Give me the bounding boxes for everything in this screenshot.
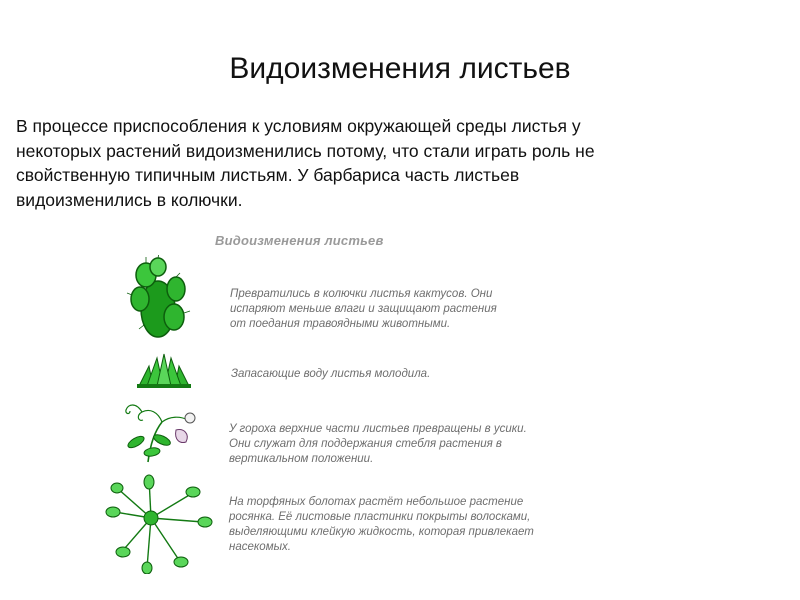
caption-succulent [231, 367, 430, 382]
cactus-icon [126, 255, 192, 341]
caption-line: испаряют меньше влаги и защищают растения [230, 303, 497, 315]
sundew-icon [103, 474, 215, 574]
intro-line: некоторых растений видоизменились потому, что стали играть роль не [16, 140, 595, 161]
caption-line: Они служат для поддержания стебля растения в [229, 438, 502, 450]
caption-line: У гороха верхние части листьев превращены в усики. [229, 423, 527, 435]
caption-line: Превратились в колючки листья кактусов. Они [230, 288, 493, 300]
caption-sundew [229, 495, 534, 555]
pea-tendril-icon [118, 398, 198, 464]
caption-cactus [230, 287, 497, 332]
caption-line: Запасающие воду листья молодила. [231, 368, 431, 380]
intro-paragraph [16, 114, 706, 212]
slide-title: Видоизменения листьев [229, 52, 571, 85]
panel-heading: Видоизменения листьев [215, 233, 384, 248]
caption-pea [229, 422, 527, 467]
caption-line: вертикальном положении. [229, 453, 374, 465]
caption-line: насекомых. [229, 541, 291, 553]
succulent-rosette-icon [135, 352, 193, 390]
caption-line: выделяющими клейкую жидкость, которая привлекает [229, 526, 534, 538]
caption-line: от поедания травоядными животными. [230, 318, 451, 330]
caption-line: росянка. Её листовые пластинки покрыты волосками, [229, 511, 531, 523]
intro-line: В процессе приспособления к условиям окружающей среды листья у [16, 116, 581, 136]
intro-line: свойственную типичным листьям. У барбариса часть листьев [16, 165, 520, 185]
intro-line: видоизменились в колючки. [16, 189, 243, 210]
caption-line: На торфяных болотах растёт небольшое растение [229, 496, 524, 508]
